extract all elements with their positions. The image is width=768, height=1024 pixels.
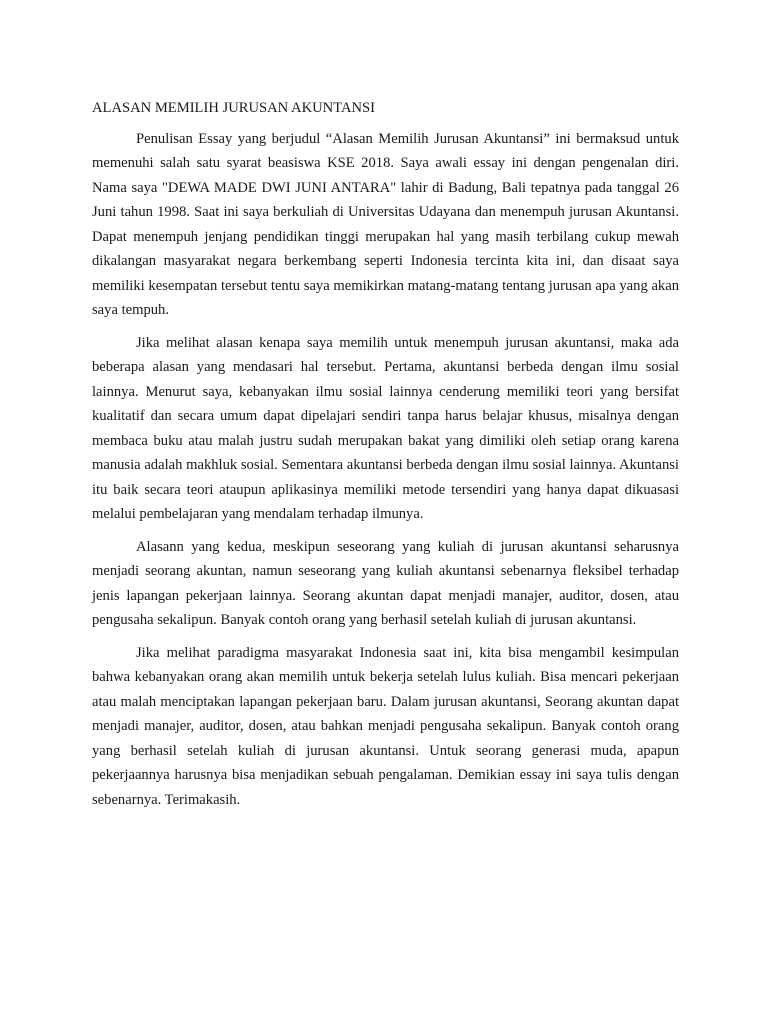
document-body [92, 96, 679, 820]
paragraph-1: Penulisan Essay yang berjudul “Alasan Memilih Jurusan Akuntansi” ini bermaksud untuk memenuhi salah satu syarat beasiswa KSE 2018. Saya awali essay ini dengan pengenalan diri. Nama saya "DEWA MADE DWI JUNI ANTARA" lahir di Badung, Bali tepatnya pada tanggal 26 Juni tahun 1998. Saat ini saya berkuliah di Universitas Udayana dan menempuh jurusan Akuntansi. Dapat menempuh jenjang pendidikan tinggi merupakan hal yang masih terbilang cukup mewah dikalangan masyarakat negara berkembang seperti Indonesia tercinta kita ini, dan disaat saya memiliki kesempatan tersebut tentu saya memikirkan matang-matang tentang jurusan apa yang akan saya tempuh. [92, 130, 679, 318]
paragraph-3: Alasann yang kedua, meskipun seseorang yang kuliah di jurusan akuntansi seharusnya menjadi seorang akuntan, namun seseorang yang kuliah akuntansi sebenarnya fleksibel terhadap jenis lapangan pekerjaan lainnya. Seorang akuntan dapat menjadi manajer, auditor, dosen, atau pengusaha sekalipun. Banyak contoh orang yang berhasil setelah kuliah di jurusan akuntansi. [92, 538, 679, 628]
paragraph-4: Jika melihat paradigma masyarakat Indonesia saat ini, kita bisa mengambil kesimpulan bahwa kebanyakan orang akan memilih untuk bekerja setelah lulus kuliah. Bisa mencari pekerjaan atau malah menciptakan lapangan pekerjaan baru. Dalam jurusan akuntansi, Seorang akuntan dapat menjadi manajer, auditor, dosen, atau bahkan menjadi pengusaha sekalipun. Banyak contoh orang yang berhasil setelah kuliah di jurusan akuntansi. Untuk seorang generasi muda, apapun pekerjaannya harusnya bisa menjadikan sebuah pengalaman. Demikian essay ini saya tulis dengan sebenarnya. Terimakasih. [92, 644, 679, 808]
document-title: ALASAN MEMILIH JURUSAN AKUNTANSI [92, 100, 376, 116]
paragraph-2: Jika melihat alasan kenapa saya memilih untuk menempuh jurusan akuntansi, maka ada beberapa alasan yang mendasari hal tersebut. Pertama, akuntansi berbeda dengan ilmu sosial lainnya. Menurut saya, kebanyakan ilmu sosial lainnya cenderung memiliki teori yang bersifat kualitatif dan secara umum dapat dipelajari sendiri tanpa harus belajar khusus, misalnya dengan membaca buku atau malah justru sudah merupakan bakat yang dimiliki oleh setiap orang karena manusia adalah makhluk sosial. Sementara akuntansi berbeda dengan ilmu sosial lainnya. Akuntansi itu baik secara teori ataupun aplikasinya memiliki metode tersendiri yang hanya dapat dikuasasi melalui pembelajaran yang mendalam terhadap ilmunya. [92, 334, 679, 522]
